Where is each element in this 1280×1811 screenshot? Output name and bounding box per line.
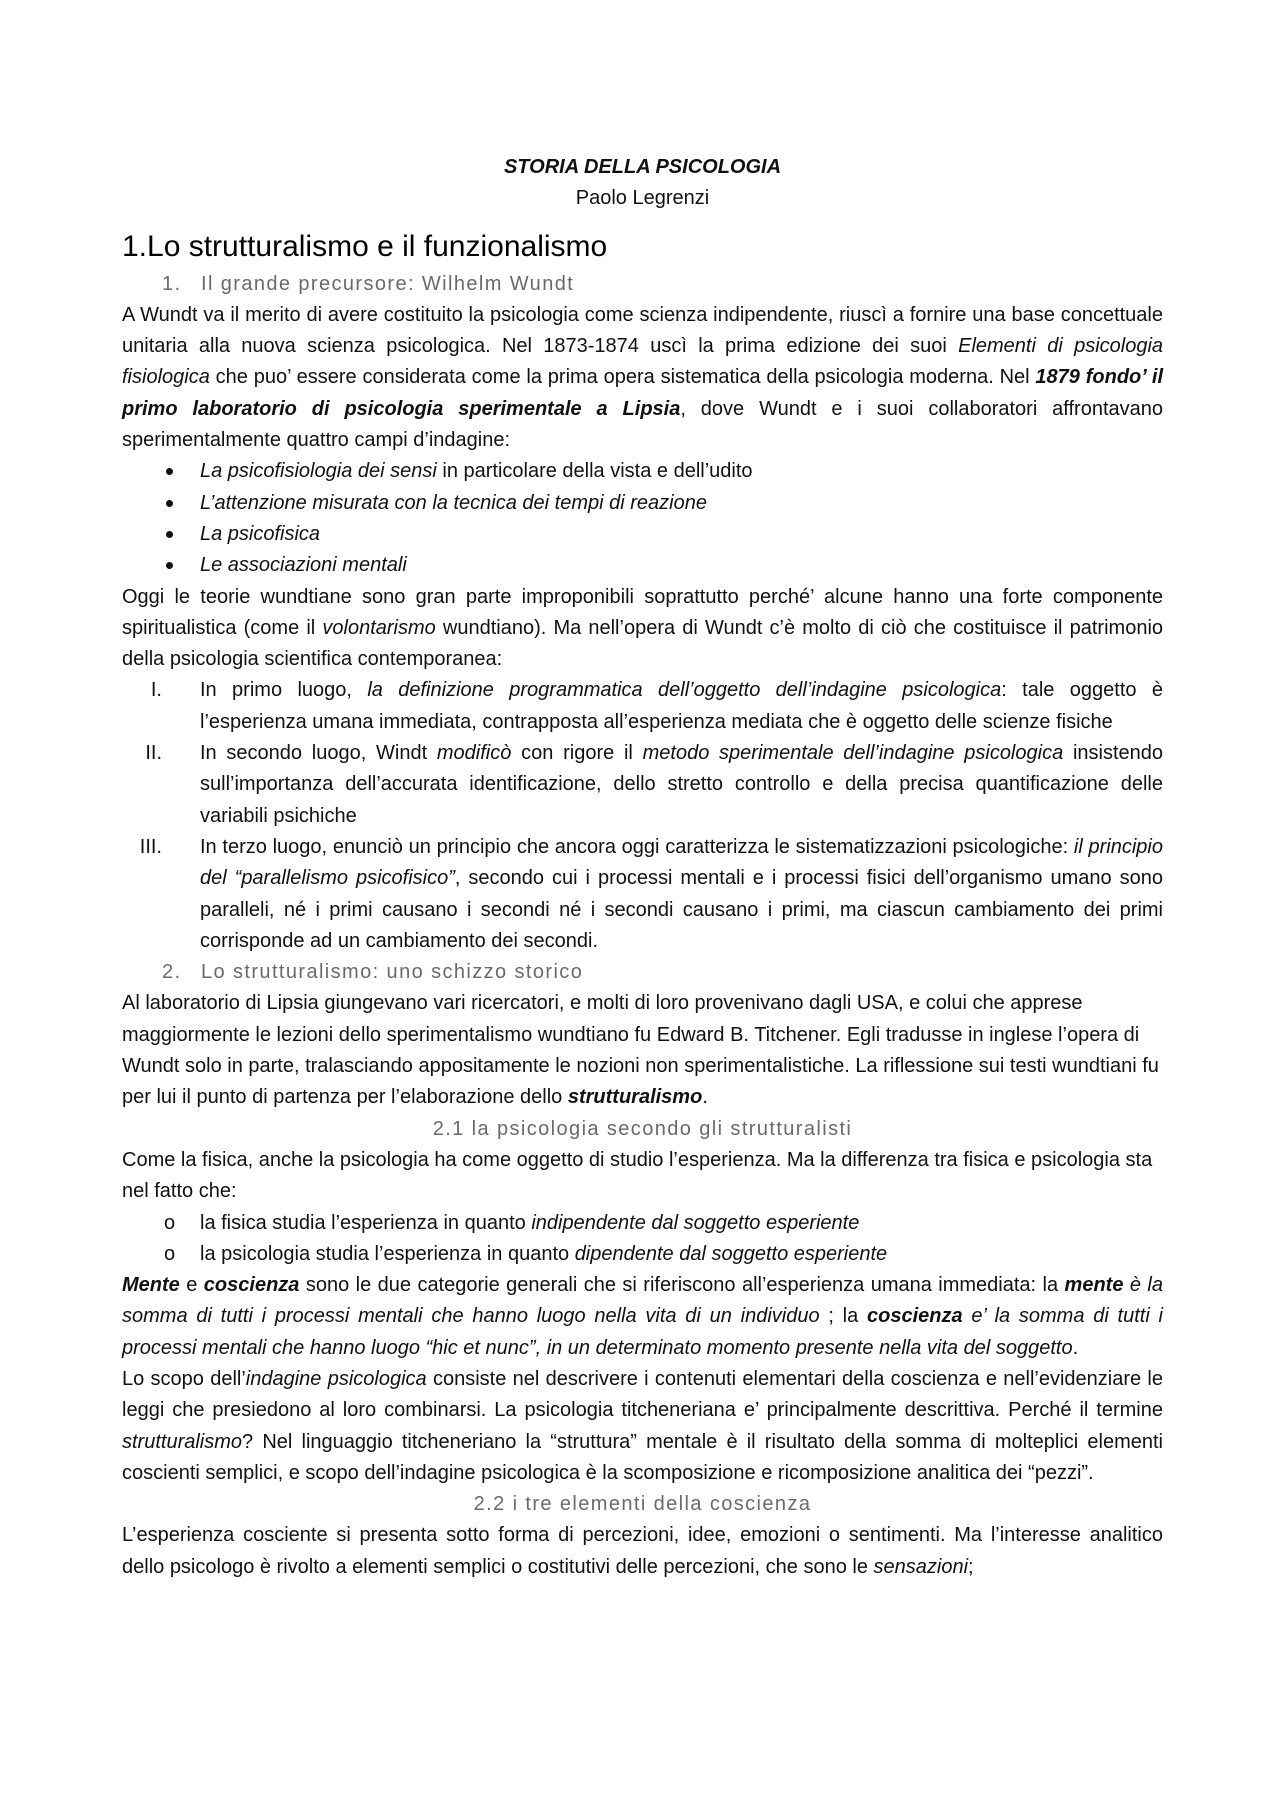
text-run-italic: La psicofisiologia dei sensi bbox=[200, 460, 437, 483]
text-run-italic: La psicofisica bbox=[200, 522, 321, 545]
text-run: insistendo sull’importanza dell’accurata identificazione, dello stretto controllo e della precisa quantificazione delle variabili psichiche bbox=[200, 742, 1164, 827]
text-run: , dove Wundt e i suoi collaboratori affrontavano sperimentalmente quattro campi d’indagine: bbox=[122, 397, 1164, 452]
document-author: Paolo Legrenzi bbox=[575, 187, 710, 210]
section-title: Il grande precursore: Wilhelm Wundt bbox=[201, 272, 575, 295]
text-run: la fisica studia l’esperienza in quanto bbox=[200, 1211, 532, 1234]
chapter-heading: 1.Lo strutturalismo e il funzionalismo bbox=[122, 229, 608, 263]
text-run-italic: Le associazioni mentali bbox=[200, 554, 407, 577]
text-run-bold-italic: mente bbox=[1064, 1274, 1124, 1297]
list-item bbox=[122, 738, 1163, 832]
text-run: Al laboratorio di Lipsia giungevano vari ricercatori, e molti di loro provenivano dagli USA, e colui che apprese maggiormente le lezioni dello sperimentalismo wundtiano fu Edward B. Titchener. Egli tradusse in inglese l’opera di Wundt solo in parte, tralasciando appositamente le nozioni non sperimentalistiche. La riflessione sui testi wundtiani fu per lui il punto di partenza per l’elaborazione dello bbox=[122, 992, 1159, 1109]
text-run: . bbox=[702, 1086, 708, 1109]
list-marker: o bbox=[164, 1242, 176, 1265]
section-title: Lo strutturalismo: uno schizzo storico bbox=[201, 961, 584, 984]
paragraph-physics-psychology: Come la fisica, anche la psicologia ha come oggetto di studio l’esperienza. Ma la differenza tra fisica e psicologia sta nel fatto che: bbox=[122, 1148, 1153, 1203]
list-item bbox=[122, 675, 1163, 738]
paragraph-scope bbox=[122, 1364, 1163, 1489]
list-marker: I. bbox=[150, 679, 162, 702]
text-run: In terzo luogo, enunciò un principio che ancora oggi caratterizza le sistematizzazioni psicologiche: bbox=[200, 835, 1074, 858]
paragraph-wundt-legacy bbox=[122, 582, 1163, 676]
list-marker: o bbox=[164, 1211, 176, 1234]
text-run: : tale oggetto è l’esperienza umana immediata, contrapposta all’esperienza mediata che è oggetto delle scienze fisiche bbox=[200, 679, 1163, 733]
list-item bbox=[122, 488, 1163, 519]
text-run: A Wundt va il merito di avere costituito la psicologia come scienza indipendente, riuscì a fornire una base concettuale unitaria alla nuova scienza psicologica. Nel 1873-1874 uscì la prima edizione dei suoi bbox=[122, 303, 1163, 358]
list-item bbox=[122, 456, 1163, 487]
text-run: wundtiano). Ma nell’opera di Wundt c’è molto di ciò che costituisce il patrimonio della psicologia scientifica contemporanea: bbox=[122, 616, 1164, 671]
subsection-heading-2-2: 2.2 i tre elementi della coscienza bbox=[473, 1493, 812, 1516]
paragraph-titchener bbox=[122, 988, 1163, 1113]
text-run-italic: indagine psicologica bbox=[245, 1367, 427, 1390]
bullet-list-fields bbox=[122, 456, 1163, 581]
text-run: In secondo luogo, Windt bbox=[200, 742, 437, 765]
document-title: STORIA DELLA PSICOLOGIA bbox=[503, 156, 782, 178]
list-item bbox=[122, 832, 1163, 957]
text-run-italic: sensazioni bbox=[873, 1555, 969, 1578]
list-item bbox=[122, 1208, 1163, 1239]
text-run-bold-italic: 1879 fondo’ il primo laboratorio di psicologia sperimentale a Lipsia bbox=[122, 366, 1164, 420]
text-run-italic: è la somma di tutti i processi mentali che hanno luogo nella vita di un individuo bbox=[122, 1274, 1163, 1328]
text-run: , secondo cui i processi mentali e i processi fisici dell’organismo umano sono paralleli, né i primi causano i secondi né i secondi causano i primi, ma ciascun cambiamento dei primi corrisponde ad un cambiamento dei secondi. bbox=[200, 867, 1163, 952]
text-run: Oggi le teorie wundtiane sono gran parte improponibili soprattutto perché’ alcune hanno una forte componente spiritualistica (come il bbox=[122, 585, 1163, 639]
list-marker: II. bbox=[145, 742, 162, 765]
roman-list-contributions bbox=[122, 675, 1163, 957]
subsection-heading-2-1: 2.1 la psicologia secondo gli strutturalisti bbox=[432, 1117, 853, 1140]
text-run-italic: volontarismo bbox=[322, 616, 436, 639]
text-run-bold-italic: coscienza bbox=[866, 1305, 963, 1328]
paragraph-conscious-experience bbox=[122, 1520, 1163, 1583]
text-run-italic: modificò bbox=[436, 742, 512, 765]
text-run: Lo scopo dell’ bbox=[122, 1367, 246, 1390]
text-run: L’esperienza cosciente si presenta sotto forma di percezioni, idee, emozioni o sentimenti. Ma l’interesse analitico dello psicologo è rivolto a elementi semplici o costitutivi delle percezioni, che sono le bbox=[122, 1524, 1163, 1578]
text-run: ; la bbox=[819, 1305, 867, 1328]
paragraph-mind-consciousness bbox=[122, 1270, 1163, 1364]
paragraph-wundt-intro bbox=[122, 300, 1163, 456]
text-run: ; bbox=[968, 1555, 974, 1578]
list-item bbox=[122, 519, 1163, 550]
text-run-italic: metodo sperimentale dell’indagine psicologica bbox=[642, 742, 1064, 765]
text-run-italic: L’attenzione misurata con la tecnica dei tempi di reazione bbox=[200, 491, 707, 514]
text-run-italic: Elementi di psicologia fisiologica bbox=[122, 335, 1164, 389]
text-run: in particolare della vista e dell’udito bbox=[436, 460, 753, 483]
text-run-italic: la definizione programmatica dell’oggetto dell’indagine psicologica bbox=[367, 679, 1002, 702]
text-run-bold-italic: coscienza bbox=[203, 1274, 300, 1297]
list-item bbox=[122, 550, 1163, 581]
text-run: la psicologia studia l’esperienza in quanto bbox=[200, 1242, 575, 1265]
text-run-italic: e’ la somma di tutti i processi mentali che hanno luogo “hic et nunc”, in un determinato momento presente nella vita del soggetto bbox=[122, 1305, 1163, 1359]
text-run: sono le due categorie generali che si riferiscono all’esperienza umana immediata: la bbox=[299, 1274, 1065, 1297]
text-run: ? Nel linguaggio titcheneriano la “struttura” mentale è il risultato della somma di molteplici elementi coscienti semplici, e scopo dell’indagine psicologica è la scomposizione e ricomposizione analitica dei “pezzi”. bbox=[122, 1430, 1163, 1484]
list-marker: III. bbox=[139, 835, 162, 858]
text-run-italic: strutturalismo bbox=[122, 1430, 243, 1453]
list-item bbox=[122, 1239, 1163, 1270]
text-run-italic: indipendente dal soggetto esperiente bbox=[531, 1211, 860, 1234]
text-run: In primo luogo, bbox=[200, 679, 368, 702]
section-number: 2. bbox=[162, 961, 182, 984]
text-run-bold-italic: strutturalismo bbox=[567, 1086, 703, 1109]
text-run: che puo’ essere considerata come la prima opera sistematica della psicologia moderna. Nel bbox=[209, 366, 1036, 389]
text-run-italic: il principio del “parallelismo psicofisico” bbox=[200, 835, 1163, 890]
section-heading-wundt bbox=[162, 269, 1163, 300]
text-run: consiste nel descrivere i contenuti elementari della coscienza e nell’evidenziare le leggi che presiedono al loro combinarsi. La psicologia titcheneriana e’ principalmente descrittiva. Perché il termine bbox=[122, 1367, 1163, 1422]
text-run: . bbox=[1072, 1336, 1079, 1359]
text-run: con rigore il bbox=[511, 742, 643, 765]
text-run-italic: dipendente dal soggetto esperiente bbox=[574, 1242, 888, 1265]
text-run-bold-italic: Mente bbox=[122, 1274, 180, 1297]
section-number: 1. bbox=[162, 272, 182, 295]
circle-list-differences bbox=[122, 1208, 1163, 1271]
text-run: e bbox=[179, 1274, 204, 1297]
section-heading-structuralism bbox=[162, 957, 1163, 988]
